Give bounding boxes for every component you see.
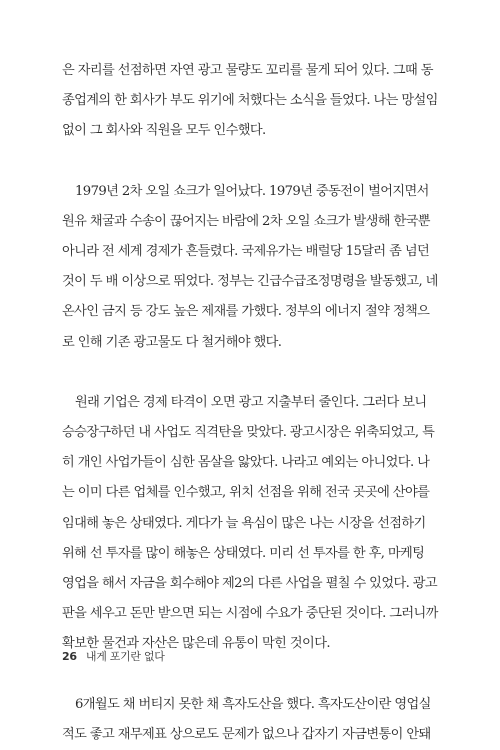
text-line: 원래 기업은 경제 타격이 오면 광고 지출부터 줄인다. 그러다 보니: [75, 394, 427, 410]
text-line: 6개월도 채 버티지 못한 채 흑자도산을 했다. 흑자도산이란 영업실: [75, 696, 431, 712]
paragraph-1: [62, 56, 440, 147]
page-number: 26: [62, 650, 77, 663]
text-line: 확보한 물건과 자산은 많은데 유통이 막힌 것이다.: [62, 636, 330, 652]
text-line: 원유 채굴과 수송이 끊어지는 바람에 2차 오일 쇼크가 발생해 한국뿐: [62, 213, 430, 229]
text-line: 위해 선 투자를 많이 해놓은 상태였다. 미리 선 투자를 한 후, 마케팅: [62, 545, 425, 561]
page-footer: [62, 648, 165, 664]
text-line: 임대해 놓은 상태였다. 게다가 늘 욕심이 많은 나는 시장을 선점하기: [62, 515, 426, 531]
running-title: 내게 포기란 없다: [85, 650, 165, 663]
text-line: 종업계의 한 회사가 부도 위기에 처했다는 소식을 들었다. 나는 망설임: [62, 93, 438, 109]
text-line: 1979년 2차 오일 쇼크가 일어났다. 1979년 중동전이 벌어지면서: [75, 183, 429, 199]
text-line: 승승장구하던 내 사업도 직격탄을 맞았다. 광고시장은 위축되었고, 특: [62, 425, 435, 441]
paragraph-3: [62, 388, 440, 660]
text-line: 아니라 전 세계 경제가 흔들렸다. 국제유가는 배럴당 15달러 좀 넘던: [62, 244, 430, 260]
paragraph-4: [62, 690, 440, 750]
text-line: 영업을 해서 자금을 회수해야 제2의 다른 사업을 펼칠 수 있었다. 광고: [62, 576, 438, 592]
page-body: [62, 56, 440, 750]
text-line: 히 개인 사업가들이 심한 몸살을 앓았다. 나라고 예외는 아니었다. 나: [62, 455, 430, 471]
text-line: 는 이미 다른 업체를 인수했고, 위치 선점을 위해 전국 곳곳에 산야를: [62, 485, 430, 501]
text-line: 적도 좋고 재무제표 상으로도 문제가 없으나 갑자기 자금변통이 안돼: [62, 726, 431, 742]
text-line: 온사인 금지 등 강도 높은 제재를 가했다. 정부의 에너지 절약 정책으: [62, 304, 430, 320]
text-line: 판을 세우고 돈만 받으면 되는 시점에 수요가 중단된 것이다. 그러니까: [62, 606, 438, 622]
text-line: 은 자리를 선점하면 자연 광고 물량도 꼬리를 물게 되어 있다. 그때 동: [62, 63, 433, 78]
paragraph-2: [62, 177, 440, 358]
text-line: 로 인해 기존 광고물도 다 철거해야 했다.: [62, 334, 282, 350]
text-line: 것이 두 배 이상으로 뛰었다. 정부는 긴급수급조정명령을 발동했고, 네: [62, 274, 438, 290]
text-line: 없이 그 회사와 직원을 모두 인수했다.: [62, 123, 266, 139]
